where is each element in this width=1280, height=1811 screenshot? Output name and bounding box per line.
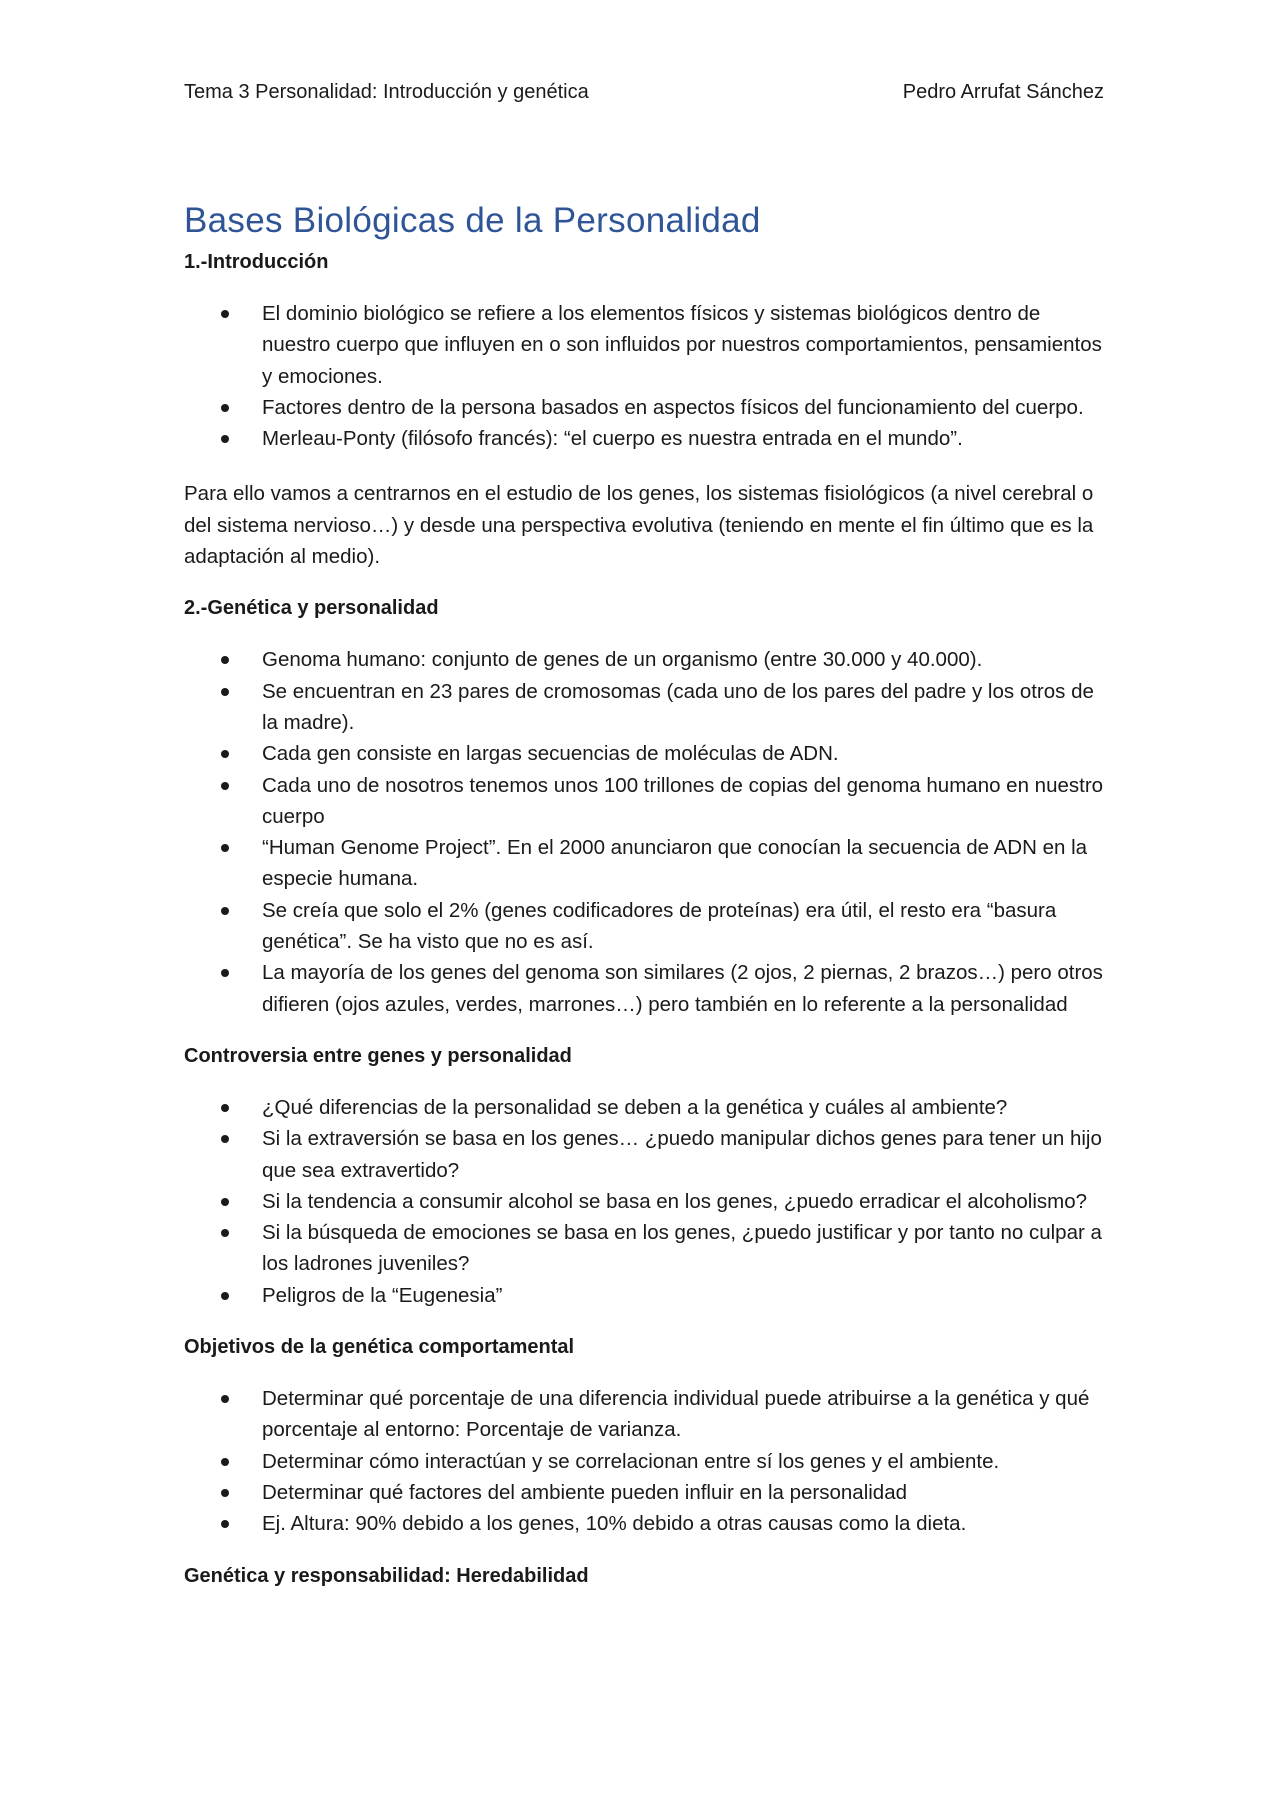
list-item <box>262 298 1104 392</box>
list-item <box>262 770 1104 833</box>
list-item <box>262 1446 1104 1477</box>
list-item <box>262 738 1104 769</box>
bullet-list-controversia <box>184 1092 1104 1311</box>
bullet-icon <box>221 1135 229 1143</box>
list-item-text: Determinar cómo interactúan y se correlacionan entre sí los genes y el ambiente. <box>262 1449 1000 1473</box>
bullet-icon <box>221 1395 229 1403</box>
list-item-text: Merleau-Ponty (filósofo francés): “el cuerpo es nuestra entrada en el mundo”. <box>262 427 963 451</box>
list-item <box>262 1186 1104 1217</box>
bullet-list-objetivos <box>184 1383 1104 1539</box>
list-item-text: Si la búsqueda de emociones se basa en los genes, ¿puedo justificar y por tanto no culpar a los ladrones juveniles? <box>262 1221 1102 1276</box>
list-item-text: Peligros de la “Eugenesia” <box>262 1283 503 1307</box>
bullet-icon <box>221 688 229 696</box>
bullet-icon <box>221 656 229 664</box>
bullet-list-genetica <box>184 644 1104 1020</box>
list-item-text: Cada gen consiste en largas secuencias de moléculas de ADN. <box>262 742 839 766</box>
list-item-text: Se creía que solo el 2% (genes codificadores de proteínas) era útil, el resto era “basura genética”. Se ha visto que no es así. <box>262 898 1057 954</box>
bullet-icon <box>221 1489 229 1497</box>
bullet-icon <box>221 1292 229 1300</box>
bullet-icon <box>221 404 229 412</box>
list-item-text: Se encuentran en 23 pares de cromosomas (cada uno de los pares del padre y los otros de la madre). <box>262 679 1094 734</box>
bullet-icon <box>221 1458 229 1466</box>
bullet-icon <box>221 969 229 977</box>
bullet-icon <box>221 1229 229 1237</box>
list-item-text: Cada uno de nosotros tenemos unos 100 trillones de copias del genoma humano en nuestro cuerpo <box>262 773 1104 828</box>
running-header <box>184 80 1104 104</box>
list-item-text: Si la tendencia a consumir alcohol se basa en los genes, ¿puedo erradicar el alcoholismo? <box>262 1189 1088 1213</box>
list-item <box>262 895 1104 958</box>
section-heading-heredabilidad: Genética y responsabilidad: Heredabilidad <box>184 1564 589 1587</box>
bullet-icon <box>221 750 229 758</box>
list-item <box>262 1092 1104 1123</box>
list-item <box>262 1123 1104 1186</box>
document-title: Bases Biológicas de la Personalidad <box>184 201 761 240</box>
section-heading-objetivos: Objetivos de la genética comportamental <box>184 1336 575 1359</box>
header-author: Pedro Arrufat Sánchez <box>902 81 1104 103</box>
section-heading-controversia: Controversia entre genes y personalidad <box>184 1044 572 1067</box>
list-item <box>262 1508 1104 1539</box>
section-heading-genetica: 2.-Genética y personalidad <box>184 597 439 620</box>
list-item-text: El dominio biológico se refiere a los elementos físicos y sistemas biológicos dentro de nuestro cuerpo que influyen en o son influidos por nuestros comportamientos, pensamientos y emociones. <box>262 302 1102 388</box>
bullet-icon <box>221 844 229 852</box>
bullet-list-introduccion <box>184 298 1104 454</box>
bullet-icon <box>221 310 229 318</box>
bullet-icon <box>221 1520 229 1528</box>
section-heading-introduccion: 1.-Introducción <box>184 251 329 273</box>
bullet-icon <box>221 1198 229 1206</box>
list-item <box>262 1280 1104 1311</box>
list-item <box>262 392 1104 423</box>
bullet-icon <box>221 782 229 790</box>
list-item <box>262 676 1104 739</box>
list-item-text: Ej. Altura: 90% debido a los genes, 10% debido a otras causas como la dieta. <box>262 1512 967 1536</box>
list-item <box>262 832 1104 895</box>
list-item-text: Determinar qué porcentaje de una diferencia individual puede atribuirse a la genética y qué porcentaje al entorno: Porcentaje de varianza. <box>262 1387 1090 1442</box>
list-item <box>262 644 1104 675</box>
list-item <box>262 1217 1104 1280</box>
list-item-text: “Human Genome Project”. En el 2000 anunciaron que conocían la secuencia de ADN en la especie humana. <box>262 836 1088 891</box>
list-item <box>262 1383 1104 1446</box>
list-item <box>262 1477 1104 1508</box>
list-item <box>262 423 1104 454</box>
list-item-text: Si la extraversión se basa en los genes… ¿puedo manipular dichos genes para tener un hijo que sea extravertido? <box>262 1127 1102 1182</box>
body-paragraph: Para ello vamos a centrarnos en el estudio de los genes, los sistemas fisiológicos (a nivel cerebral o del sistema nervioso…) y desde una perspectiva evolutiva (teniendo en mente el fin último que es la adaptación al medio). <box>184 482 1094 569</box>
list-item <box>262 957 1104 1020</box>
list-item-text: Genoma humano: conjunto de genes de un organismo (entre 30.000 y 40.000). <box>262 648 983 672</box>
list-item-text: Determinar qué factores del ambiente pueden influir en la personalidad <box>262 1480 908 1504</box>
bullet-icon <box>221 1104 229 1112</box>
list-item-text: Factores dentro de la persona basados en aspectos físicos del funcionamiento del cuerpo. <box>262 395 1084 419</box>
list-item-text: La mayoría de los genes del genoma son similares (2 ojos, 2 piernas, 2 brazos…) pero otros difieren (ojos azules, verdes, marrones…) pero también en lo referente a la personalidad <box>262 961 1103 1016</box>
bullet-icon <box>221 435 229 443</box>
bullet-icon <box>221 907 229 915</box>
list-item-text: ¿Qué diferencias de la personalidad se deben a la genética y cuáles al ambiente? <box>262 1095 1008 1119</box>
header-course-title: Tema 3 Personalidad: Introducción y genética <box>184 81 589 103</box>
